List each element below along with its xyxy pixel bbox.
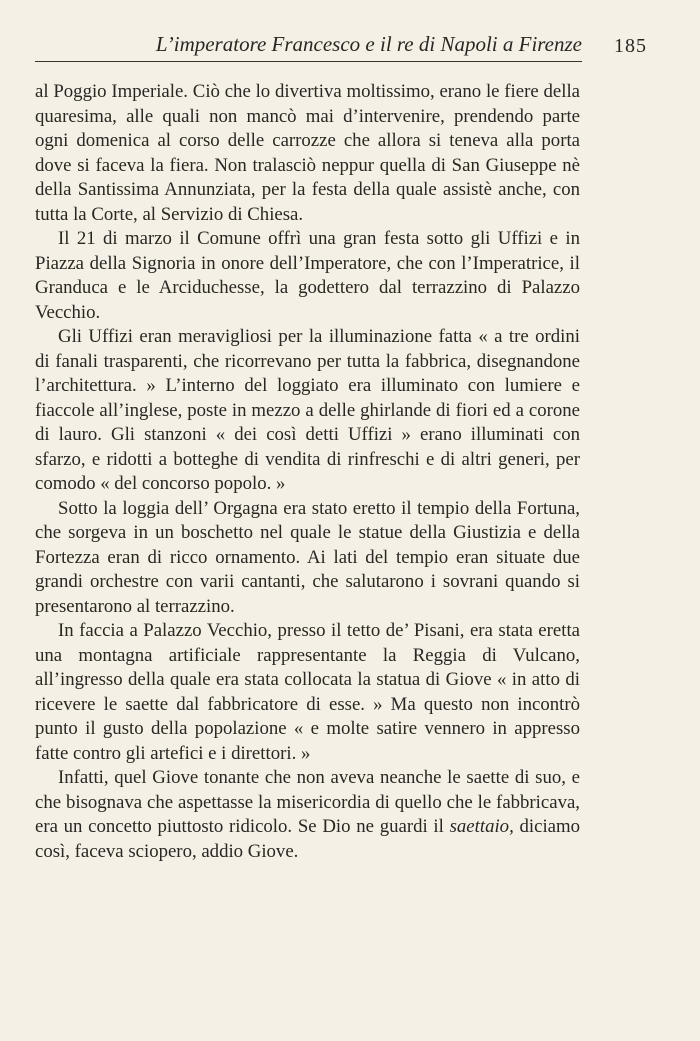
- paragraph: Gli Uffizi eran meravigliosi per la illuminazione fatta « a tre ordini di fanali trasparenti, che ricorrevano per tutta la fabbrica, disegnandone l’architettura. » L’interno del loggiato era illuminato con lumiere e fiaccole all’inglese, poste in mezzo a delle ghirlande di fiori ed a corone di lauro. Gli stanzoni « dei così detti Uffizi » erano illuminati con sfarzo, e ridotti a botteghe di vendita di rinfreschi e di altri generi, per comodo « del concorso popolo. »: [35, 326, 580, 494]
- paragraph: In faccia a Palazzo Vecchio, presso il tetto de’ Pisani, era stata eretta una montagna artificiale rappresentante la Reggia di Vulcano, all’ingresso della quale era stata collocata la statua di Giove « in atto di ricevere le saette dal fabbricatore di esse. » Ma questo non incontrò punto il gusto della popolazione « e molte satire vennero in appresso fatte contro gli artefici e i direttori. »: [35, 620, 580, 764]
- body-text: [35, 80, 580, 864]
- paragraph: Il 21 di marzo il Comune offrì una gran festa sotto gli Uffizi e in Piazza della Signoria in onore dell’Imperatore, che con l’Imperatrice, il Granduca e le Arciduchesse, la godettero dal terrazzino di Palazzo Vecchio.: [35, 228, 580, 323]
- paragraph: al Poggio Imperiale. Ciò che lo divertiva moltissimo, erano le fiere della quaresima, alle quali non mancò mai d’intervenire, prendendo parte ogni domenica al corso delle carrozze che allora si teneva alla porta dove si faceva la fiera. Non tralasciò neppur quella di San Giuseppe nè della Santissima Annunziata, per la festa della quale assistè anche, con tutta la Corte, al Servizio di Chiesa.: [35, 81, 580, 225]
- running-header: [35, 30, 647, 62]
- paragraph-last: [35, 766, 580, 864]
- running-title: L’imperatore Francesco e il re di Napoli a Firenze: [155, 32, 582, 56]
- text-run: diciamo così, faceva sciopero, addio Giove.: [35, 816, 580, 862]
- text-run: Infatti, quel Giove tonante che non aveva neanche le saette di suo, e che bisognava che aspettasse la misericordia di quello che le fabbricava, era un concetto piuttosto ridicolo. Se Dio ne guardi il: [35, 767, 580, 837]
- page-number: 185: [614, 35, 647, 57]
- italic-word: saettaio,: [449, 816, 514, 837]
- paragraph: Sotto la loggia dell’ Orgagna era stato eretto il tempio della Fortuna, che sorgeva in un boschetto nel quale le statue della Giustizia e della Fortezza eran di ricco ornamento. Ai lati del tempio eran situate due grandi orchestre con varii cantanti, che salutarono i sovrani quando si presentarono al terrazzino.: [35, 497, 580, 617]
